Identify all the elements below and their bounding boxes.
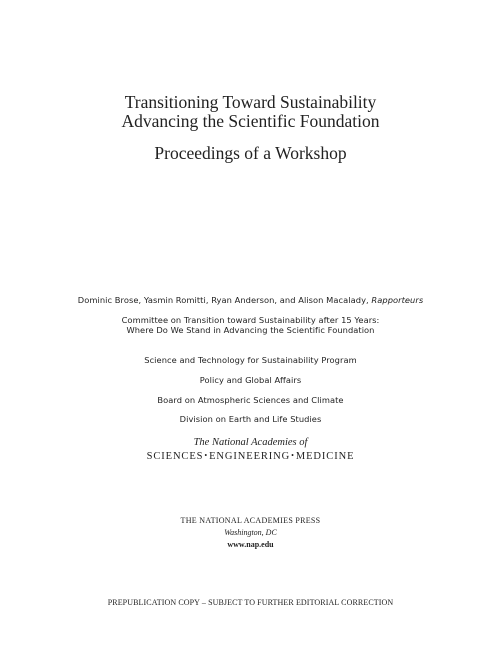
unit-line: Board on Atmospheric Sciences and Climate: [157, 395, 344, 405]
academies-word-engineering: ENGINEERING: [209, 451, 291, 462]
title-line-1: Transitioning Toward Sustainability: [124, 92, 377, 112]
academies-word-medicine: MEDICINE: [295, 451, 355, 462]
report-title: [0, 93, 501, 131]
committee-line-1: Committee on Transition toward Sustainability after 15 Years:: [121, 315, 380, 325]
rapporteurs-line: [0, 295, 501, 305]
unit-line: Policy and Global Affairs: [199, 375, 302, 385]
separator-dot-icon: •: [291, 451, 295, 460]
publisher-url: www.nap.edu: [227, 540, 274, 549]
title-line-2: Advancing the Scientific Foundation: [121, 111, 380, 131]
publisher-city: Washington, DC: [224, 528, 277, 537]
rapporteur-role: Rapporteurs: [371, 295, 424, 305]
academies-word-sciences: SCIENCES: [146, 451, 204, 462]
separator-dot-icon: •: [204, 451, 209, 460]
unit-line: Science and Technology for Sustainability Program: [144, 355, 357, 365]
academies-heading: The National Academies of: [193, 437, 308, 448]
committee-line-2: Where Do We Stand in Advancing the Scientific Foundation: [126, 325, 375, 335]
prepublication-notice: PREPUBLICATION COPY – SUBJECT TO FURTHER EDITORIAL CORRECTION: [107, 598, 394, 607]
committee-name: [0, 315, 501, 335]
academies-logotype: [0, 451, 501, 462]
rapporteur-names: Dominic Brose, Yasmin Romitti, Ryan Anderson, and Alison Macalady,: [77, 295, 372, 305]
report-subtitle: Proceedings of a Workshop: [154, 143, 347, 163]
publisher-name: THE NATIONAL ACADEMIES PRESS: [180, 516, 321, 525]
unit-line: Division on Earth and Life Studies: [179, 414, 322, 424]
